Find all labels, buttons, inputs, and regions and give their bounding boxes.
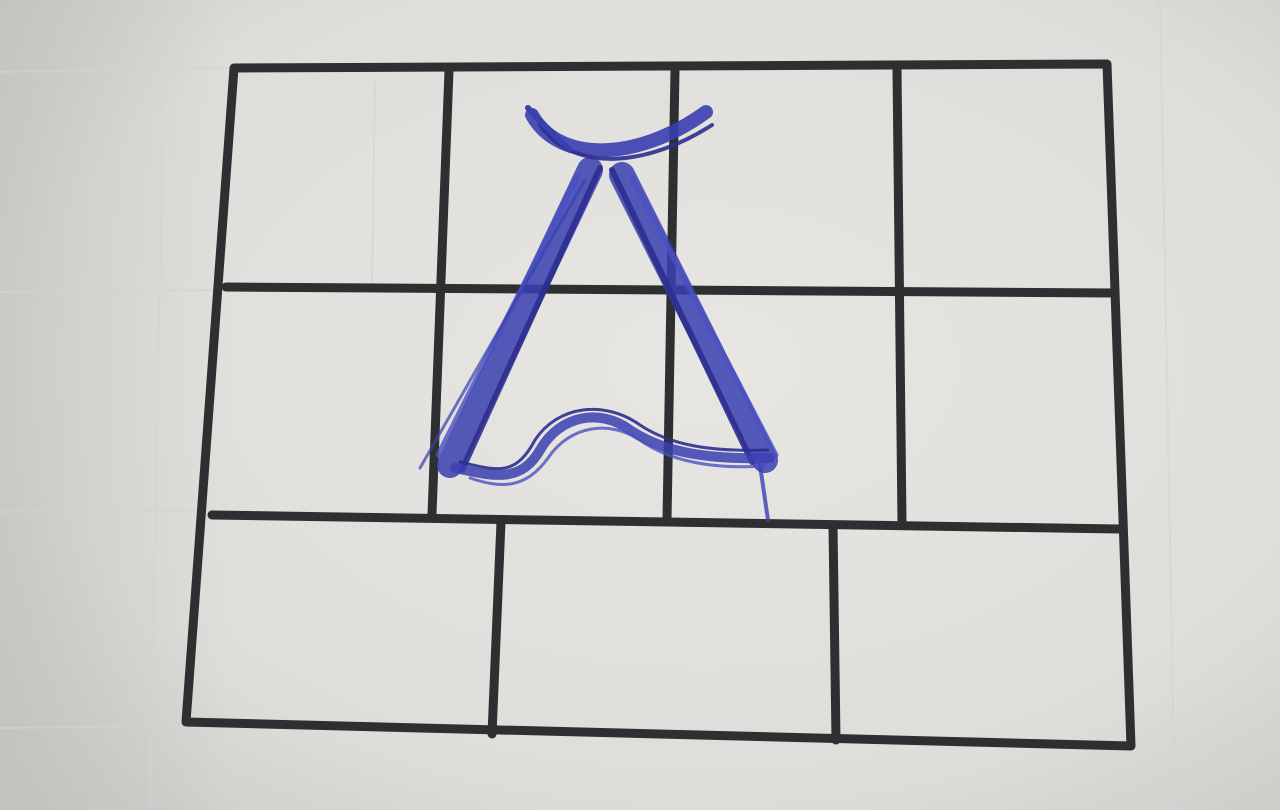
paper-left-shadow bbox=[0, 0, 230, 810]
grid-col-divider-3 bbox=[897, 69, 902, 524]
grid-bottom-divider-2 bbox=[833, 526, 836, 740]
